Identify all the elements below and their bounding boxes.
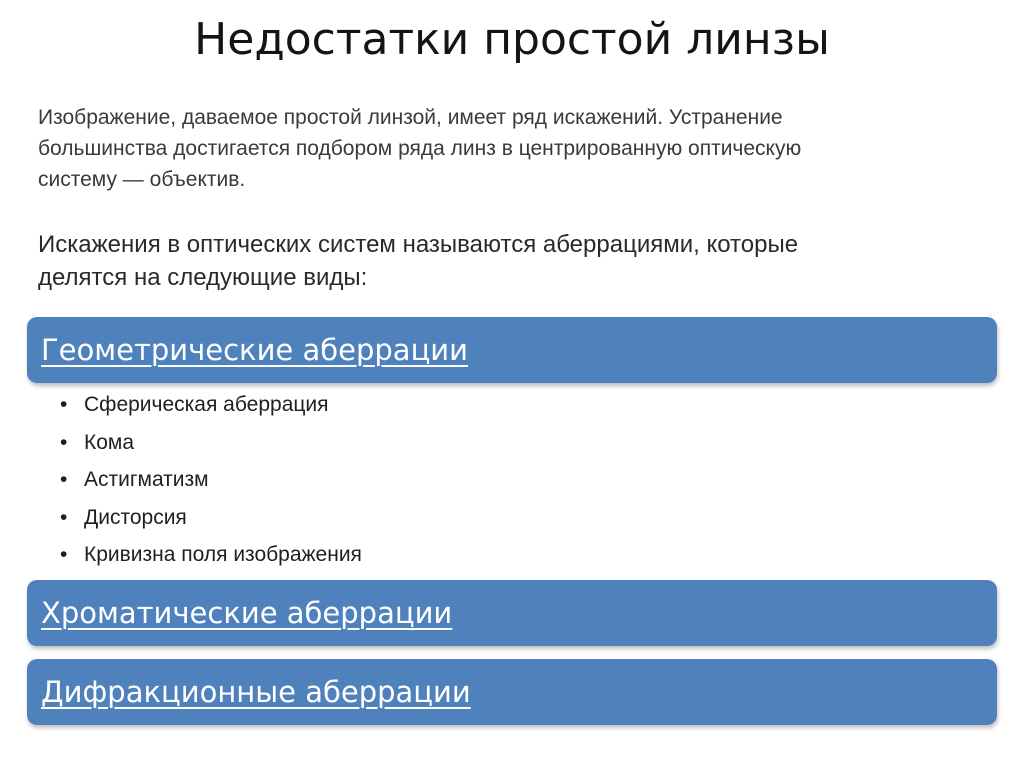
list-item-label: Дисторсия [84,505,187,529]
list-item-label: Кома [84,430,135,454]
category-geometric-aberrations[interactable] [27,317,997,383]
list-item-label: Кривизна поля изображения [84,543,362,566]
list-item [58,536,362,574]
category-diffraction-aberrations[interactable] [27,659,997,725]
lead-line: Искажения в оптических систем называются аберрациями, которые [38,231,799,258]
category-chromatic-link[interactable]: Хроматические аберрации [41,596,453,630]
intro-line: Изображение, даваемое простой линзой, имеет ряд искажений. Устранение [38,106,783,129]
intro-line: систему — объектив. [38,168,246,191]
list-item-label: Астигматизм [84,468,209,491]
category-diffraction-link[interactable]: Дифракционные аберрации [41,675,471,709]
intro-line: большинства достигается подбором ряда линз в центрированную оптическую [38,137,802,160]
category-chromatic-aberrations[interactable] [27,580,997,646]
list-item [58,424,362,462]
list-item [58,461,362,499]
geometric-aberrations-list [58,386,362,574]
bullet-icon: • [60,505,68,529]
category-geometric-link[interactable]: Геометрические аберрации [41,333,468,367]
intro-paragraph [38,102,988,195]
list-item [58,386,362,424]
lead-paragraph [38,228,988,294]
bullet-icon: • [60,468,68,491]
lead-line: делятся на следующие виды: [38,264,368,291]
bullet-icon: • [60,430,68,454]
list-item [58,499,362,537]
slide-title: Недостатки простой линзы [194,14,830,65]
list-item-label: Сферическая аберрация [84,393,329,416]
bullet-icon: • [60,393,68,416]
bullet-icon: • [60,543,68,566]
